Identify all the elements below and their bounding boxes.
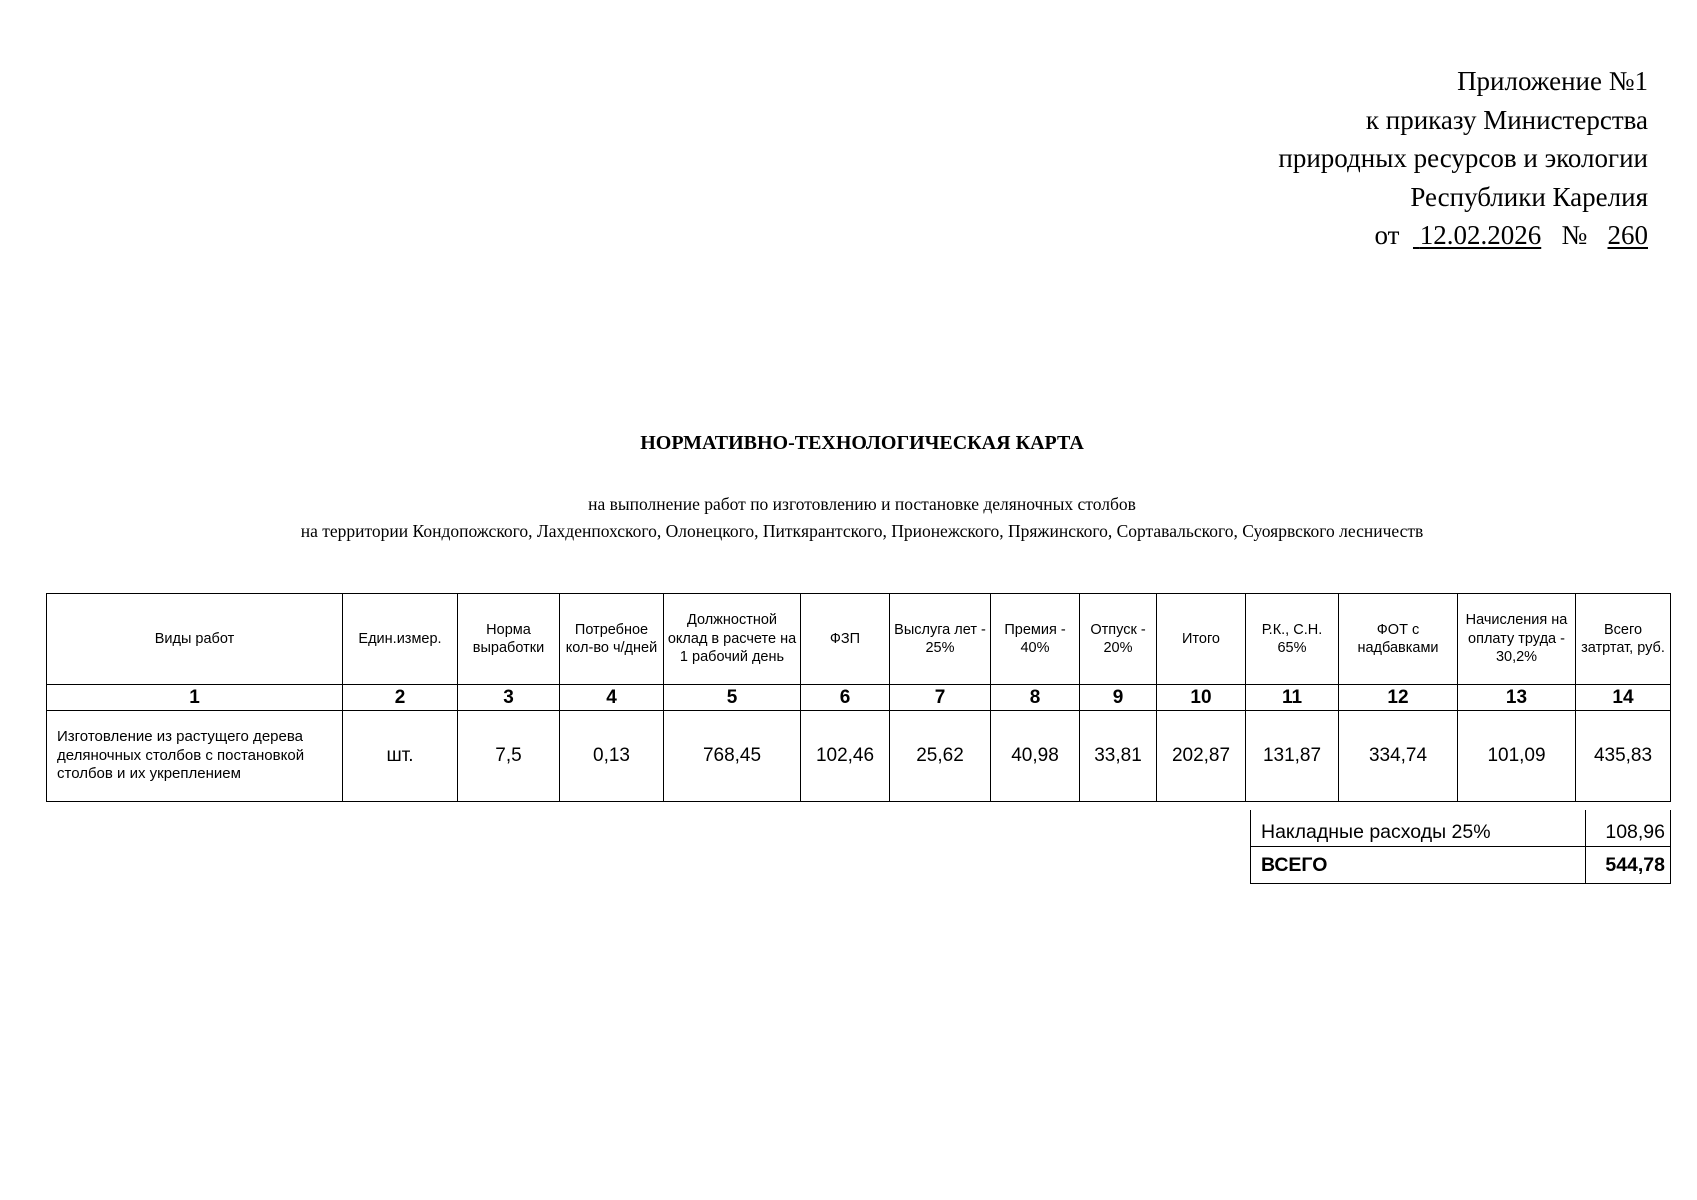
appendix-line-2: к приказу Министерства [1365,104,1648,135]
data-cell-12: 334,74 [1339,711,1458,802]
overhead-value: 108,96 [1586,810,1671,847]
data-cell-6: 102,46 [801,711,890,802]
data-cell-14: 435,83 [1576,711,1671,802]
header-row [47,594,1671,685]
overhead-label: Накладные расходы 25% [1251,810,1586,847]
data-cell-11: 131,87 [1246,711,1339,802]
data-cell-1: Изготовление из растущего дерева деляночных столбов с постановкой столбов и их укреплением [47,711,343,802]
document-subtitle-2: на территории Кондопожского, Лахденпохского, Олонецкого, Питкярантского, Прионежского, Пряжинского, Сортавальского, Суоярвского лесничеств [300,521,1424,541]
column-number-cell-6: 6 [801,685,890,711]
totals-table [1250,810,1671,884]
header-cell-12: ФОТ с надбавками [1339,594,1458,685]
column-number-cell-8: 8 [991,685,1080,711]
header-cell-5: Должностной оклад в расчете на 1 рабочий день [664,594,801,685]
header-cell-13: Начисления на оплату труда - 30,2% [1458,594,1576,685]
header-cell-9: Отпуск - 20% [1080,594,1157,685]
appendix-line-4: Республики Карелия [1410,181,1648,212]
header-cell-2: Един.измер. [343,594,458,685]
grand-total-row [1251,847,1671,884]
order-date: 12.02.2026 [1419,220,1542,250]
data-cell-10: 202,87 [1157,711,1246,802]
header-cell-3: Норма выработки [458,594,560,685]
appendix-line-1: Приложение №1 [1457,66,1648,96]
column-number-cell-11: 11 [1246,685,1339,711]
grand-total-label: ВСЕГО [1251,847,1586,884]
appendix-header [948,62,1648,255]
header-cell-14: Всего затртат, руб. [1576,594,1671,685]
column-number-cell-4: 4 [560,685,664,711]
cost-table [46,593,1671,802]
header-cell-1: Виды работ [47,594,343,685]
column-number-row [47,685,1671,711]
document-subtitle-1: на выполнение работ по изготовлению и постановке деляночных столбов [588,494,1136,514]
header-cell-10: Итого [1157,594,1246,685]
order-number: 260 [1607,220,1648,250]
data-cell-2: шт. [343,711,458,802]
data-cell-8: 40,98 [991,711,1080,802]
appendix-line-3: природных ресурсов и экологии [1278,143,1648,173]
column-number-cell-9: 9 [1080,685,1157,711]
data-cell-13: 101,09 [1458,711,1576,802]
column-number-cell-13: 13 [1458,685,1576,711]
column-number-cell-12: 12 [1339,685,1458,711]
column-number-cell-5: 5 [664,685,801,711]
overhead-row [1251,810,1671,847]
header-cell-8: Премия - 40% [991,594,1080,685]
data-cell-9: 33,81 [1080,711,1157,802]
column-number-cell-7: 7 [890,685,991,711]
header-cell-4: Потребное кол-во ч/дней [560,594,664,685]
column-number-cell-10: 10 [1157,685,1246,711]
column-number-cell-14: 14 [1576,685,1671,711]
data-cell-3: 7,5 [458,711,560,802]
column-number-cell-2: 2 [343,685,458,711]
table-row [47,711,1671,802]
data-cell-4: 0,13 [560,711,664,802]
header-cell-6: ФЗП [801,594,890,685]
data-cell-5: 768,45 [664,711,801,802]
number-sign: № [1561,220,1588,250]
header-cell-7: Выслуга лет - 25% [890,594,991,685]
date-prefix: от [1374,220,1400,250]
column-number-cell-1: 1 [47,685,343,711]
column-number-cell-3: 3 [458,685,560,711]
header-cell-11: Р.К., С.Н. 65% [1246,594,1339,685]
data-cell-7: 25,62 [890,711,991,802]
grand-total-value: 544,78 [1586,847,1671,884]
appendix-date-line [948,216,1648,255]
document-title: НОРМАТИВНО-ТЕХНОЛОГИЧЕСКАЯ КАРТА [640,432,1084,454]
